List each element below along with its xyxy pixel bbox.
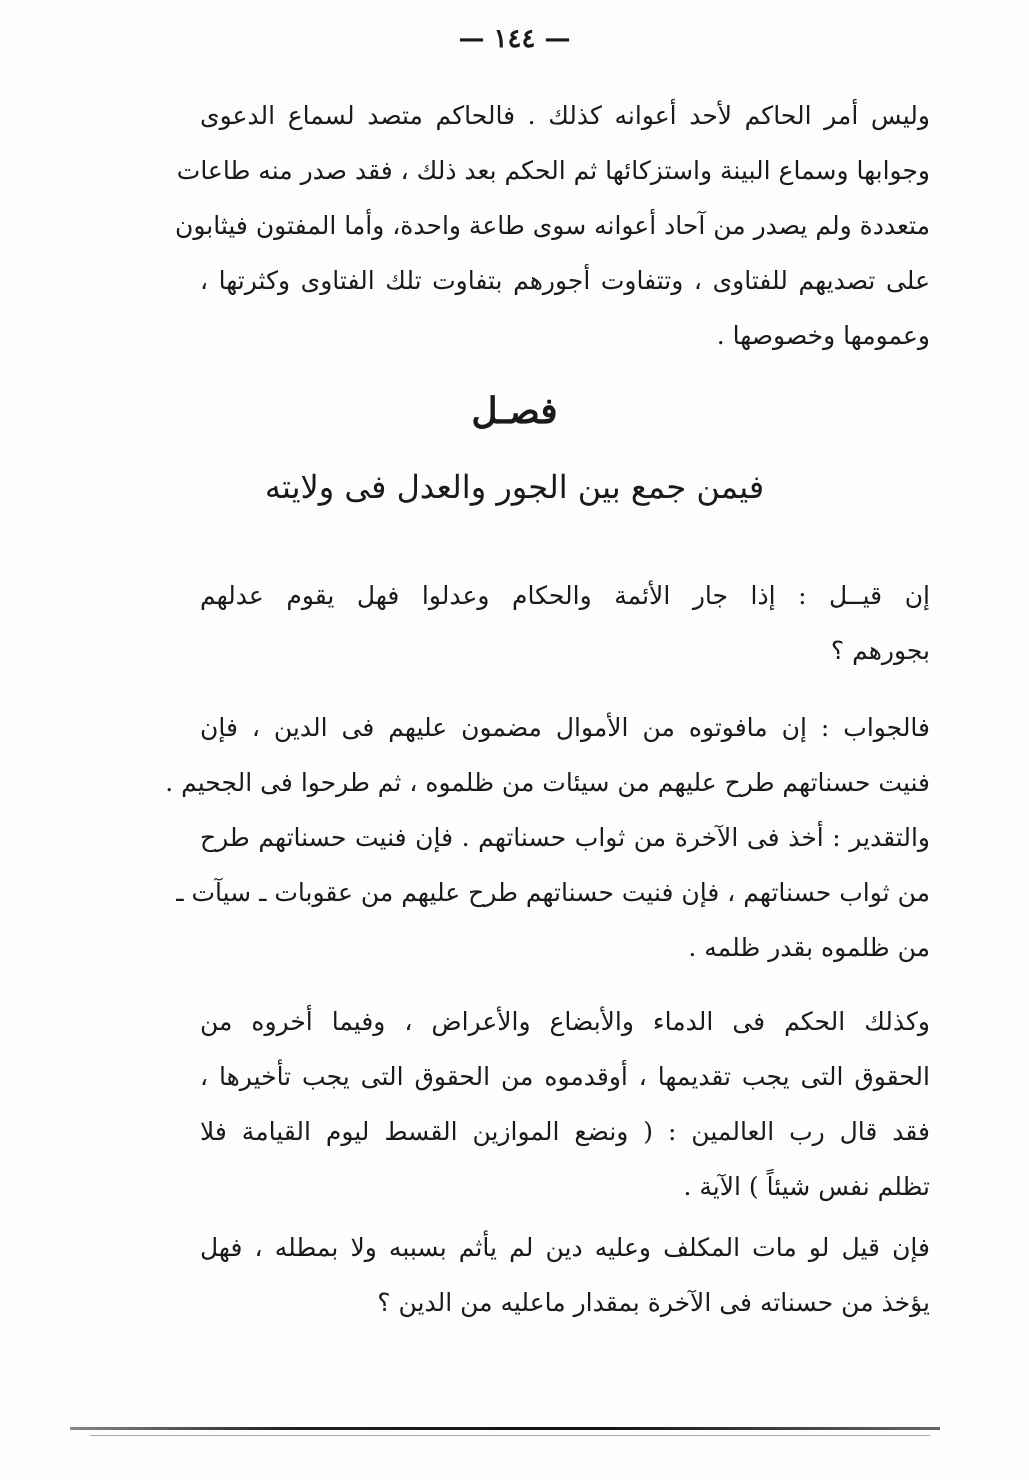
paragraph-line: فالجواب : إن مافوتوه من الأموال مضمون عليهم فى الدين ، فإن (200, 713, 930, 742)
paragraph-4 (200, 994, 930, 1214)
paragraph-line: إن قيــل : إذا جار الأئمة والحكام وعدلوا فهل يقوم عدلهم (200, 581, 930, 610)
paragraph-line: الحقوق التى يجب تقديمها ، أوقدموه من الحقوق التى يجب تأخيرها ، (200, 1062, 930, 1091)
paragraph-line: فقد قال رب العالمين : ( ونضع الموازين القسط ليوم القيامة فلا (200, 1117, 930, 1146)
bottom-rule-shadow (90, 1435, 930, 1436)
paragraph-3 (165, 700, 930, 975)
paragraph-line: وجوابها وسماع البينة واستزكائها ثم الحكم بعد ذلك ، فقد صدر منه طاعات (176, 156, 930, 185)
paragraph-line: فنيت حسناتهم طرح عليهم من سيئات من ظلموه ، ثم طرحوا فى الجحيم . (165, 768, 930, 797)
paragraph-line: بجورهم ؟ (830, 636, 930, 665)
paragraph-line: والتقدير : أخذ فى الآخرة من ثواب حسناتهم . فإن فنيت حسناتهم طرح (200, 823, 930, 852)
paragraph-line: من ثواب حسناتهم ، فإن فنيت حسناتهم طرح عليهم من عقوبات ـ سيآت ـ (176, 878, 930, 907)
paragraph-line: على تصديهم للفتاوى ، وتتفاوت أجورهم بتفاوت تلك الفتاوى وكثرتها ، (200, 266, 930, 295)
paragraph-5 (200, 1220, 930, 1330)
paragraph-line: يؤخذ من حسناته فى الآخرة بمقدار ماعليه من الدين ؟ (377, 1288, 930, 1317)
paragraph-1 (174, 88, 930, 363)
paragraph-line: من ظلموه بقدر ظلمه . (688, 933, 930, 962)
section-title: فصـل (471, 390, 558, 432)
paragraph-line: وعمومها وخصوصها . (716, 321, 930, 350)
paragraph-line: وليس أمر الحاكم لأحد أعوانه كذلك . فالحاكم متصد لسماع الدعوى (200, 101, 930, 130)
paragraph-line: فإن قيل لو مات المكلف وعليه دين لم يأثم بسببه ولا بمطله ، فهل (200, 1233, 930, 1262)
section-subtitle: فيمن جمع بين الجور والعدل فى ولايته (264, 468, 765, 506)
paragraph-line: وكذلك الحكم فى الدماء والأبضاع والأعراض ، وفيما أخروه من (200, 1007, 930, 1036)
page-number: — ١٤٤ — (458, 24, 571, 54)
bottom-rule (70, 1427, 940, 1430)
paragraph-line: تظلم نفس شيئاً ) الآية . (683, 1172, 930, 1201)
paragraph-line: متعددة ولم يصدر من آحاد أعوانه سوى طاعة واحدة، وأما المفتون فيثابون (174, 211, 930, 240)
paragraph-2 (200, 568, 930, 678)
